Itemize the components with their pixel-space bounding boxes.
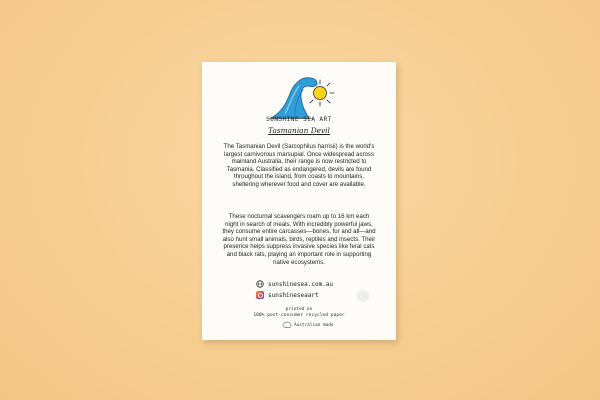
- recycled-paper-note: 100% post-consumer recycled paper: [253, 313, 345, 318]
- description-paragraph-1: The Tasmanian Devil (Sarcophilus harrisii) is the world's largest carnivorous marsupial. Once widespread across mainland Australia, their range is now restricted to Tasmania. Classified as endangered, devils are found throughout the island, from coasts to mountains, sheltering wherever food and cover are available.: [223, 143, 375, 188]
- wave-sun-logo: [265, 70, 345, 122]
- australia-map-icon: [282, 321, 292, 329]
- website-row: [256, 280, 333, 288]
- description-paragraph-2: These nocturnal scavengers roam up to 16 km each night in search of meals. With incredibly powerful jaws, they consume entire carcasses—bones, fur and all—and also hunt small animals, birds, reptiles and insects. Their presence helps suppress invasive species like feral cats and black rats, playing an important role in supporting native ecosystems.: [222, 213, 376, 266]
- species-title: Tasmanian Devil: [268, 126, 330, 135]
- website-text[interactable]: sunshinesea.com.au: [268, 280, 334, 288]
- instagram-row: [256, 291, 319, 299]
- brand-name: SUNSHINE SEA ART: [266, 116, 332, 123]
- globe-icon: [256, 280, 264, 288]
- card-smudge: [357, 290, 369, 302]
- instagram-handle[interactable]: sunshineseaart: [268, 291, 319, 299]
- printed-on-note: printed on: [285, 307, 313, 312]
- australian-made-text: Australian made: [294, 322, 334, 328]
- australian-made-row: [282, 321, 334, 329]
- info-card: [202, 62, 396, 340]
- instagram-icon: [256, 291, 264, 299]
